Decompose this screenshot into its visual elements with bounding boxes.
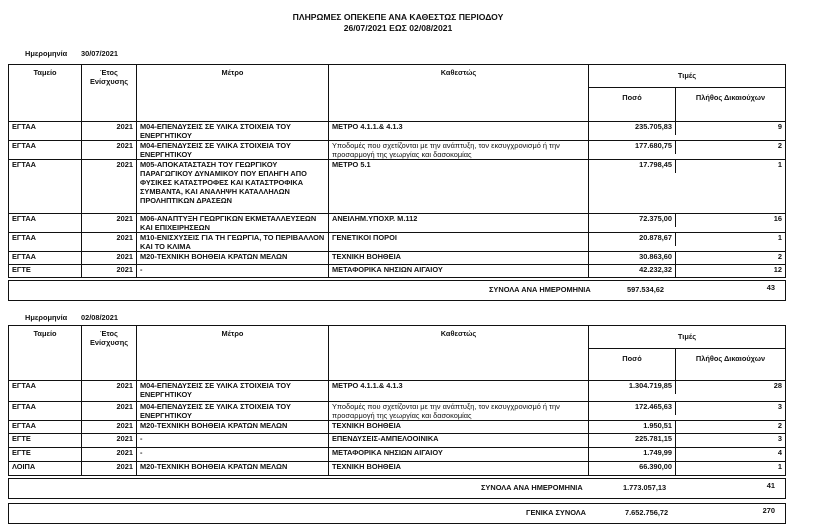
cell-scheme: ΓΕΝΕΤΙΚΟΙ ΠΟΡΟΙ	[329, 233, 589, 251]
cell-year: 2021	[82, 160, 137, 213]
cell-year: 2021	[82, 434, 137, 447]
cell-fund: ΕΓΤΑΑ	[9, 402, 82, 420]
col-header-amount: Ποσό	[589, 349, 676, 380]
cell-year: 2021	[82, 402, 137, 420]
cell-scheme: ΜΕΤΡΟ 5.1	[329, 160, 589, 213]
grand-total-count: 270	[762, 506, 775, 515]
date-label: Ημερομηνία	[25, 49, 68, 58]
date-total-row	[8, 280, 786, 301]
col-header-year: Έτος Ενίσχυσης	[82, 326, 137, 380]
payments-table-1	[8, 64, 786, 278]
table-row	[9, 160, 785, 214]
cell-amount: 72.375,00	[589, 214, 676, 227]
col-header-beneficiaries: Πλήθος Δικαιούχων	[695, 354, 766, 363]
cell-count: 3	[777, 434, 782, 443]
cell-amount: 235.705,83	[589, 122, 676, 135]
section-date: 30/07/2021	[81, 49, 118, 58]
report-title	[0, 12, 796, 34]
cell-measure: Μ06-ΑΝΑΠΤΥΞΗ ΓΕΩΡΓΙΚΩΝ ΕΚΜΕΤΑΛΛΕΥΣΕΩΝ ΚΑΙ ΕΠΙΧΕΙΡΗΣΕΩΝ	[137, 214, 329, 232]
col-header-scheme: Καθεστώς	[329, 326, 589, 380]
cell-amount: 42.232,32	[589, 265, 676, 277]
cell-year: 2021	[82, 122, 137, 140]
cell-fund: ΕΓΤΑΑ	[9, 421, 82, 433]
table-row	[9, 381, 785, 402]
table-row	[9, 448, 785, 462]
table-row	[9, 421, 785, 434]
cell-year: 2021	[82, 252, 137, 264]
cell-measure: Μ20-ΤΕΧΝΙΚΗ ΒΟΗΘΕΙΑ ΚΡΑΤΩΝ ΜΕΛΩΝ	[137, 421, 329, 433]
cell-measure: Μ05-ΑΠΟΚΑΤΑΣΤΑΣΗ ΤΟΥ ΓΕΩΡΓΙΚΟΥ ΠΑΡΑΓΩΓΙΚΟΥ ΔΥΝΑΜΙΚΟΥ ΠΟΥ ΕΠΛΗΓΗ ΑΠΟ ΦΥΣΙΚΕΣ ΚΑΤΑΣΤΡΟΦΕΣ ΚΑΙ ΚΑΤΑΣΤΡΟΦΙΚΑ ΣΥΜΒΑΝΤΑ, ΚΑΙ ΑΝΑΛΗΨΗ ΚΑΤΑΛΛΗΛΩΝ ΠΡΟΛΗΠΤΙΚΩΝ ΔΡΑΣΕΩΝ	[137, 160, 329, 213]
col-header-fund: Ταμείο	[9, 326, 82, 380]
cell-fund: ΕΓΤΕ	[9, 434, 82, 447]
cell-count: 2	[777, 421, 782, 430]
cell-amount: 17.798,45	[589, 160, 676, 173]
table-row	[9, 252, 785, 265]
date-total-amount: 1.773.057,13	[623, 483, 667, 492]
report-period: 26/07/2021 ΕΩΣ 02/08/2021	[343, 23, 453, 33]
cell-measure: Μ20-ΤΕΧΝΙΚΗ ΒΟΗΘΕΙΑ ΚΡΑΤΩΝ ΜΕΛΩΝ	[137, 252, 329, 264]
section-date: 02/08/2021	[81, 313, 118, 322]
cell-fund: ΛΟΙΠΑ	[9, 462, 82, 475]
cell-count: 2	[777, 141, 782, 150]
cell-measure: Μ04-ΕΠΕΝΔΥΣΕΙΣ ΣΕ ΥΛΙΚΑ ΣΤΟΙΧΕΙΑ ΤΟΥ ΕΝΕΡΓΗΤΙΚΟΥ	[137, 122, 329, 140]
cell-year: 2021	[82, 265, 137, 277]
table-row	[9, 462, 785, 475]
cell-amount: 177.680,75	[589, 141, 676, 154]
grand-total-label: ΓΕΝΙΚΑ ΣΥΝΟΛΑ	[526, 508, 587, 517]
col-header-values: Τιμές	[589, 326, 785, 349]
cell-amount: 1.749,99	[589, 448, 676, 461]
date-label: Ημερομηνία	[25, 313, 68, 322]
col-header-values-group	[589, 326, 785, 380]
cell-measure: Μ04-ΕΠΕΝΔΥΣΕΙΣ ΣΕ ΥΛΙΚΑ ΣΤΟΙΧΕΙΑ ΤΟΥ ΕΝΕΡΓΗΤΙΚΟΥ	[137, 141, 329, 159]
cell-year: 2021	[82, 462, 137, 475]
cell-count: 4	[777, 448, 782, 457]
cell-count: 1	[777, 462, 782, 471]
table-body	[9, 122, 785, 277]
cell-fund: ΕΓΤΑΑ	[9, 381, 82, 401]
cell-scheme: ΜΕΤΑΦΟΡΙΚΑ ΝΗΣΙΩΝ ΑΙΓΑΙΟΥ	[329, 265, 589, 277]
date-total-amount: 597.534,62	[627, 285, 664, 294]
cell-fund: ΕΓΤΑΑ	[9, 214, 82, 232]
cell-count: 3	[777, 402, 782, 411]
cell-amount: 1.950,51	[589, 421, 676, 433]
cell-year: 2021	[82, 381, 137, 401]
table-header	[9, 65, 785, 122]
cell-fund: ΕΓΤΑΑ	[9, 233, 82, 251]
cell-fund: ΕΓΤΕ	[9, 265, 82, 277]
table-row	[9, 402, 785, 421]
col-header-measure: Μέτρο	[137, 65, 329, 121]
cell-year: 2021	[82, 448, 137, 461]
date-total-count: 43	[766, 283, 775, 292]
cell-year: 2021	[82, 141, 137, 159]
col-header-values: Τιμές	[589, 65, 785, 88]
cell-fund: ΕΓΤΑΑ	[9, 252, 82, 264]
grand-total-row	[8, 503, 786, 524]
cell-fund: ΕΓΤΑΑ	[9, 141, 82, 159]
cell-amount: 30.863,60	[589, 252, 676, 264]
cell-measure: -	[137, 448, 329, 461]
cell-scheme: ΜΕΤΡΟ 4.1.1.& 4.1.3	[329, 381, 589, 401]
table-row	[9, 233, 785, 252]
cell-count: 12	[773, 265, 782, 274]
col-header-scheme: Καθεστώς	[329, 65, 589, 121]
cell-year: 2021	[82, 214, 137, 232]
table-row	[9, 214, 785, 233]
cell-scheme: ΕΠΕΝΔΥΣΕΙΣ-ΑΜΠΕΛΟΟΙΝΙΚΑ	[329, 434, 589, 447]
cell-count: 9	[777, 122, 782, 131]
date-total-count: 41	[766, 481, 775, 490]
col-header-beneficiaries: Πλήθος Δικαιούχων	[695, 93, 766, 102]
cell-measure: Μ04-ΕΠΕΝΔΥΣΕΙΣ ΣΕ ΥΛΙΚΑ ΣΤΟΙΧΕΙΑ ΤΟΥ ΕΝΕΡΓΗΤΙΚΟΥ	[137, 402, 329, 420]
cell-count: 28	[773, 381, 782, 390]
cell-amount: 66.390,00	[589, 462, 676, 475]
cell-amount: 1.304.719,85	[589, 381, 676, 394]
col-header-amount: Ποσό	[589, 88, 676, 121]
date-total-label: ΣΥΝΟΛΑ ΑΝΑ ΗΜΕΡΟΜΗΝΙΑ	[489, 285, 591, 294]
table-row	[9, 265, 785, 277]
date-total-label: ΣΥΝΟΛΑ ΑΝΑ ΗΜΕΡΟΜΗΝΙΑ	[481, 483, 583, 492]
col-header-fund: Ταμείο	[9, 65, 82, 121]
cell-scheme: ΤΕΧΝΙΚΗ ΒΟΗΘΕΙΑ	[329, 462, 589, 475]
col-header-values-group	[589, 65, 785, 121]
section-date-line	[25, 50, 118, 59]
cell-measure: Μ10-ΕΝΙΣΧΥΣΕΙΣ ΓΙΑ ΤΗ ΓΕΩΡΓΙΑ, ΤΟ ΠΕΡΙΒΑΛΛΟΝ ΚΑΙ ΤΟ ΚΛΙΜΑ	[137, 233, 329, 251]
cell-scheme: Υποδομές που σχετίζονται με την ανάπτυξη, τον εκσυγχρονισμό ή την προσαρμογή της γεωργίας και δασοκομίας	[329, 402, 589, 420]
table-body	[9, 381, 785, 475]
table-row	[9, 434, 785, 448]
cell-fund: ΕΓΤΑΑ	[9, 160, 82, 213]
grand-total-amount: 7.652.756,72	[625, 508, 669, 517]
table-row	[9, 141, 785, 160]
cell-scheme: ΤΕΧΝΙΚΗ ΒΟΗΘΕΙΑ	[329, 252, 589, 264]
report-title-text: ΠΛΗΡΩΜΕΣ ΟΠΕΚΕΠΕ ΑΝΑ ΚΑΘΕΣΤΩΣ ΠΕΡΙΟΔΟΥ	[292, 12, 504, 22]
cell-scheme: ΜΕΤΡΟ 4.1.1.& 4.1.3	[329, 122, 589, 140]
cell-scheme: Υποδομές που σχετίζονται με την ανάπτυξη, τον εκσυγχρονισμό ή την προσαρμογή της γεωργίας και δασοκομίας	[329, 141, 589, 159]
col-header-year: Έτος Ενίσχυσης	[82, 65, 137, 121]
cell-scheme: ΤΕΧΝΙΚΗ ΒΟΗΘΕΙΑ	[329, 421, 589, 433]
cell-scheme: ΜΕΤΑΦΟΡΙΚΑ ΝΗΣΙΩΝ ΑΙΓΑΙΟΥ	[329, 448, 589, 461]
cell-year: 2021	[82, 421, 137, 433]
cell-year: 2021	[82, 233, 137, 251]
cell-measure: Μ04-ΕΠΕΝΔΥΣΕΙΣ ΣΕ ΥΛΙΚΑ ΣΤΟΙΧΕΙΑ ΤΟΥ ΕΝΕΡΓΗΤΙΚΟΥ	[137, 381, 329, 401]
cell-scheme: ΑΝΕΙΛΗΜ.ΥΠΟΧΡ. Μ.112	[329, 214, 589, 232]
cell-count: 1	[777, 233, 782, 242]
cell-amount: 225.781,15	[589, 434, 676, 447]
col-header-measure: Μέτρο	[137, 326, 329, 380]
section-date-line	[25, 314, 118, 323]
cell-count: 1	[777, 160, 782, 169]
table-header	[9, 326, 785, 381]
cell-amount: 20.878,67	[589, 233, 676, 246]
date-total-row	[8, 478, 786, 499]
cell-measure: -	[137, 265, 329, 277]
table-row	[9, 122, 785, 141]
payments-table-2	[8, 325, 786, 476]
cell-fund: ΕΓΤΑΑ	[9, 122, 82, 140]
cell-fund: ΕΓΤΕ	[9, 448, 82, 461]
cell-amount: 172.465,63	[589, 402, 676, 415]
cell-count: 2	[777, 252, 782, 261]
cell-measure: -	[137, 434, 329, 447]
cell-measure: Μ20-ΤΕΧΝΙΚΗ ΒΟΗΘΕΙΑ ΚΡΑΤΩΝ ΜΕΛΩΝ	[137, 462, 329, 475]
cell-count: 16	[773, 214, 782, 223]
